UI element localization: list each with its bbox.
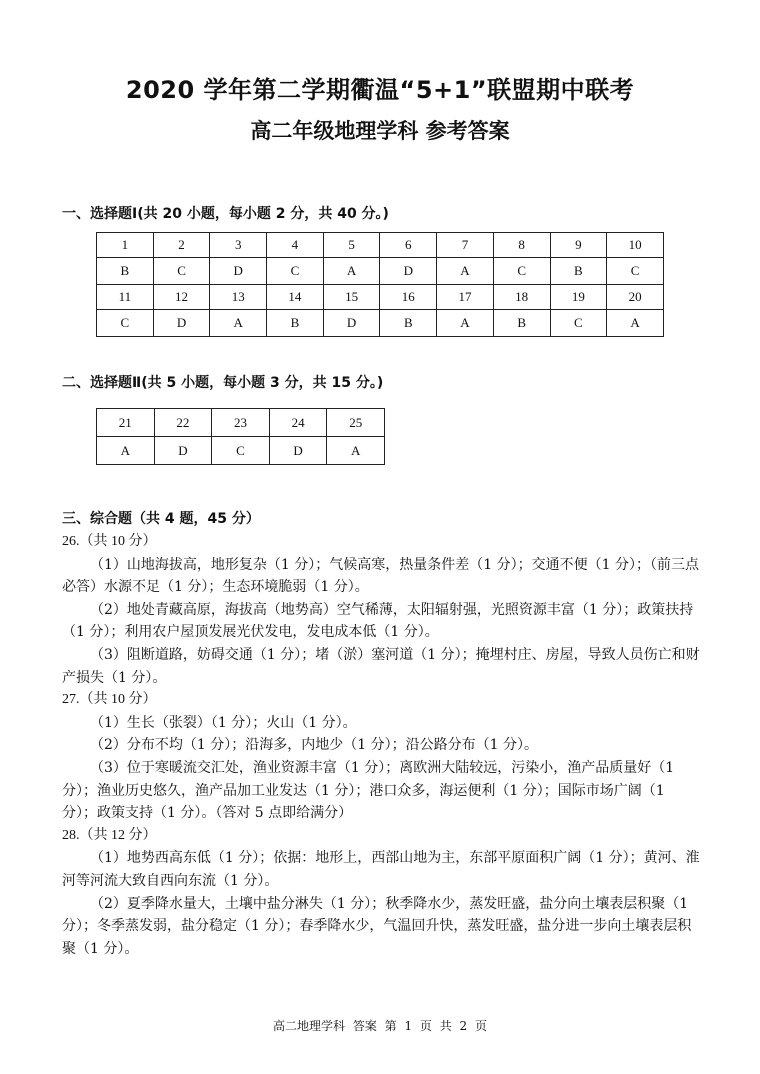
answer-table-1 — [96, 232, 664, 337]
section2-heading: 二、选择题Ⅱ(共 5 小题，每小题 3 分，共 15 分。) — [62, 375, 384, 391]
question-number: 22 — [154, 409, 212, 437]
question-number: 13 — [210, 285, 267, 310]
question-number: 5 — [323, 233, 380, 258]
question-number: 17 — [437, 285, 494, 310]
page-footer: 高二地理学科 答案 第 1 页 共 2 页 — [273, 1019, 487, 1033]
answer-cell: C — [493, 258, 550, 285]
answer-cell: B — [493, 310, 550, 337]
answer-cell: C — [153, 258, 210, 285]
answer-cell: D — [269, 437, 327, 465]
question-number: 10 — [607, 233, 664, 258]
page-title: 2020 学年第二学期衢温“5+1”联盟期中联考 — [125, 76, 635, 104]
answer-paragraph: （2）分布不均（1 分）；沿海多，内地少（1 分）；沿公路分布（1 分）。 — [90, 737, 538, 754]
section1-heading: 一、选择题Ⅰ(共 20 小题，每小题 2 分，共 40 分。) — [62, 206, 389, 222]
section3-heading: 三、综合题（共 4 题，45 分） — [62, 511, 260, 527]
question-number: 1 — [97, 233, 154, 258]
question-number: 16 — [380, 285, 437, 310]
answer-paragraph: （2）地处青藏高原，海拔高（地势高）空气稀薄，太阳辐射强，光照资源丰富（1 分）；政策扶持（1 分）；利用农户屋顶发展光伏发电，发电成本低（1 分）。 — [62, 601, 694, 641]
answer-cell: A — [437, 258, 494, 285]
answer-cell: D — [210, 258, 267, 285]
table-row — [97, 310, 664, 337]
table-row — [97, 437, 385, 465]
question-number: 3 — [210, 233, 267, 258]
question-number: 6 — [380, 233, 437, 258]
question-number: 14 — [267, 285, 324, 310]
answer-cell: B — [380, 310, 437, 337]
answer-cell: C — [267, 258, 324, 285]
question-number: 11 — [97, 285, 154, 310]
answer-cell: A — [323, 258, 380, 285]
answer-cell: B — [550, 258, 607, 285]
answer-cell: B — [97, 258, 154, 285]
answer-cell: C — [550, 310, 607, 337]
question-number: 24 — [269, 409, 327, 437]
answer-cell: A — [607, 310, 664, 337]
table-row — [97, 285, 664, 310]
question-number: 15 — [323, 285, 380, 310]
question-number: 19 — [550, 285, 607, 310]
question-number: 12 — [153, 285, 210, 310]
question-heading: 27.（共 10 分） — [62, 692, 157, 708]
question-number: 20 — [607, 285, 664, 310]
answer-cell: D — [323, 310, 380, 337]
section3-body — [62, 531, 702, 960]
answer-paragraph: （1）生长（张裂）（1 分）；火山（1 分）。 — [90, 714, 357, 731]
table-row — [97, 409, 385, 437]
answer-cell: B — [267, 310, 324, 337]
table-row — [97, 258, 664, 285]
answer-cell: C — [607, 258, 664, 285]
page-subtitle: 高二年级地理学科 参考答案 — [250, 119, 510, 143]
answer-cell: A — [437, 310, 494, 337]
answer-cell: A — [97, 437, 155, 465]
answer-cell: D — [153, 310, 210, 337]
question-number: 7 — [437, 233, 494, 258]
question-number: 21 — [97, 409, 155, 437]
question-number: 2 — [153, 233, 210, 258]
answer-cell: D — [380, 258, 437, 285]
question-number: 18 — [493, 285, 550, 310]
question-number: 25 — [327, 409, 385, 437]
answer-cell: D — [154, 437, 212, 465]
question-number: 4 — [267, 233, 324, 258]
question-number: 9 — [550, 233, 607, 258]
answer-table-2 — [96, 408, 385, 465]
answer-paragraph: （2）夏季降水量大，土壤中盐分淋失（1 分）；秋季降水少，蒸发旺盛，盐分向土壤表层积聚（1 分）；冬季蒸发弱，盐分稳定（1 分）；春季降水少，气温回升快，蒸发旺盛，盐分进一步向土壤表层积聚（1 分）。 — [62, 895, 692, 957]
answer-cell: C — [212, 437, 270, 465]
answer-cell: A — [327, 437, 385, 465]
answer-paragraph: （3）阻断道路，妨碍交通（1 分）；堵（淤）塞河道（1 分）；掩埋村庄、房屋，导致人员伤亡和财产损失（1 分）。 — [62, 646, 700, 686]
answer-paragraph: （1）山地海拔高，地形复杂（1 分）；气候高寒，热量条件差（1 分）；交通不便（1 分）；（前三点必答）水源不足（1 分）；生态环境脆弱（1 分）。 — [62, 556, 699, 596]
question-heading: 28.（共 12 分） — [62, 827, 157, 843]
question-number: 8 — [493, 233, 550, 258]
question-number: 23 — [212, 409, 270, 437]
answer-paragraph: （1）地势西高东低（1 分）；依据：地形上，西部山地为主，东部平原面积广阔（1 分）；黄河、淮河等河流大致自西向东流（1 分）。 — [62, 850, 700, 889]
question-heading: 26.（共 10 分） — [62, 534, 157, 549]
table-row — [97, 233, 664, 258]
answer-cell: C — [97, 310, 154, 337]
answer-paragraph: （3）位于寒暖流交汇处，渔业资源丰富（1 分）；离欧洲大陆较远，污染小，渔产品质量好（1 分）；渔业历史悠久，渔产品加工业发达（1 分）；港口众多，海运便利（1 分）；国际市场广阔（1 分）；政策支持（1 分）。（答对 5 点即给满分） — [62, 759, 675, 822]
answer-cell: A — [210, 310, 267, 337]
